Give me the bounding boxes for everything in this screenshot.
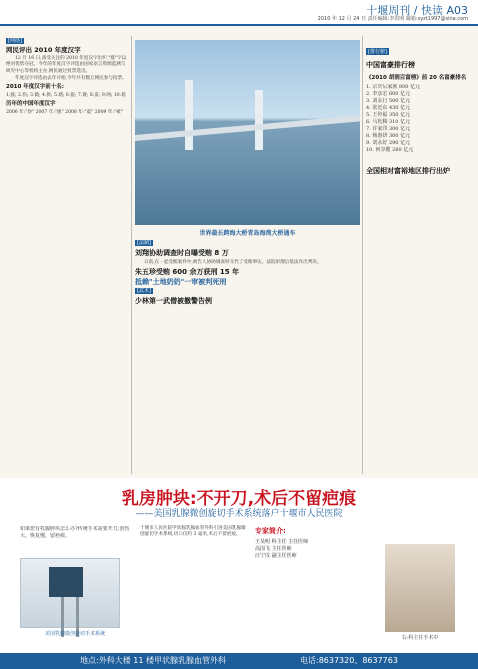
doctor-photo <box>385 544 455 632</box>
rank-item: 7. 许家印 300 亿元 <box>366 126 411 132</box>
rank-item: 9. 刘永好 290 亿元 <box>366 140 411 146</box>
rank-item: 4. 张近东 430 亿元 <box>366 105 411 111</box>
left-column <box>6 38 128 474</box>
rank-subtitle: 《2010 胡润百富榜》前 20 名富豪排名 <box>366 75 467 81</box>
sub-title: 历年的中国年度汉字 <box>6 101 56 108</box>
years: 2006 年:"炒" 2007 年:"涨" 2008 年:"震" 2009 年:"被" <box>6 109 123 115</box>
ad-subtitle: ——美国乳腺微创旋切手术系统落户十堰市人民医院 <box>135 509 343 519</box>
rank-item: 3. 刘永行 500 亿元 <box>366 98 411 104</box>
expert: 王昊明 科主任 主任医师 <box>255 539 309 545</box>
rank-title: 全国相对富裕地区排行出炉 <box>366 167 450 175</box>
rank-item: 2. 李彦宏 600 亿元 <box>366 91 411 97</box>
paragraph: 日前,在一起受贿案件中,被告人协助调查时交代了受贿事实。法院审理后依法作出判决。 <box>144 259 322 265</box>
divider <box>362 36 363 474</box>
ad-center-text: 十堰市人民医院甲状腺乳腺血管外科引进美国乳腺微创旋切手术系统,切口仅约 3 毫米,术后不留疤痕。 <box>140 526 246 538</box>
headline: 抵赖"土地奶奶"一审被判死刑 <box>135 277 227 286</box>
rank-item: 10. 何享健 280 亿元 <box>366 147 414 153</box>
rank-title: 中国富豪排行榜 <box>366 61 415 69</box>
section-tag: [武术] <box>137 288 151 295</box>
ad-bottom-bar <box>0 653 478 669</box>
center-column <box>135 240 360 474</box>
paragraph: 年度汉字评选由去年开始,今年共有数万网民参与投票。 <box>15 76 127 82</box>
phone: 电话:8637320、8637763 <box>300 656 398 665</box>
section-tag: [网络] <box>8 38 22 44</box>
paper-name: 十堰周刊 / 快读 A03 <box>366 4 468 17</box>
advertisement <box>0 478 478 669</box>
ad-left-text: 如果您有乳腺肿块怎么办?传统手术需要开刀,创伤大、恢复慢、留疤痕。 <box>20 526 130 539</box>
rank-list <box>366 84 470 154</box>
date-line: 2010 年 12 月 24 日 责任编辑:李洪明 邮箱:syzt1997@sina.com <box>317 16 468 22</box>
device-caption: 美国乳腺微创旋切手术系统 <box>44 631 105 637</box>
headline: 少林第一武僧被撤警告例 <box>135 297 212 306</box>
paragraph: 12 月 16 日,备受关注的 2010 年度汉字出炉,"涨"字以绝对优势夺冠。今年的年度汉字评选由国家语言资源监测与研究中心等机构主办,网民通过投票选出。 <box>6 55 127 74</box>
expert: 高国飞 主任医师 <box>255 546 292 552</box>
rank-item: 8. 杨惠妍 300 亿元 <box>366 133 411 139</box>
headline: 网民评出 2010 年度汉字 <box>6 46 81 55</box>
rank-item: 1. 宗庆后家族 800 亿元 <box>366 84 421 90</box>
rank-item: 6. 马化腾 310 亿元 <box>366 119 411 125</box>
rank-item: 5. 王传福 350 亿元 <box>366 112 411 118</box>
bridge-photo <box>135 40 360 225</box>
doctor-caption: 右:科主任手术中 <box>401 635 439 641</box>
rank-column <box>366 38 470 179</box>
section-tag: [排行榜] <box>368 49 387 55</box>
box-title: 2010 年度汉字前十名: <box>6 84 64 91</box>
section-tag: [法制] <box>137 240 151 246</box>
header-rule <box>0 24 478 26</box>
page-header <box>0 0 478 26</box>
box-list: 1.涨; 2.伤; 3.微; 4.拆; 5.堵; 6.狠; 7.赛; 8.雷; 9.网; 10.稳 <box>6 92 126 98</box>
headline: 刘翔协助调查时自曝受贿 8 万 <box>135 249 229 258</box>
experts-title: 专家简介: <box>255 527 286 535</box>
ad-title: 乳房肿块:不开刀,术后不留疤痕 <box>121 489 357 509</box>
divider <box>131 36 132 474</box>
headline: 朱五珍受贿 600 余万获刑 15 年 <box>135 268 240 277</box>
experts-box <box>255 526 375 560</box>
device-image <box>20 558 120 628</box>
photo-caption: 世界最长跨海大桥青岛海湾大桥通车 <box>199 230 296 237</box>
address: 地点:外科大楼 11 楼甲状腺乳腺血管外科 <box>80 656 226 665</box>
expert: 汪宁戌 副主任医师 <box>255 553 297 559</box>
